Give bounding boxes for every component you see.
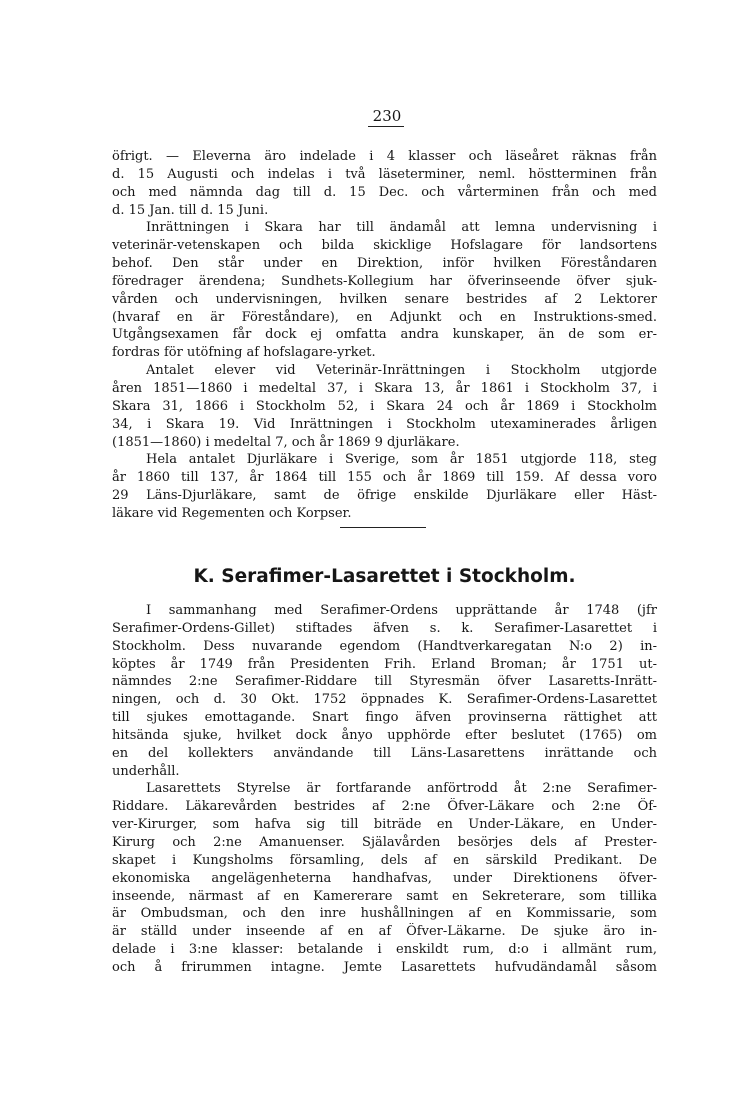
text-line: Skara 31, 1866 i Stockholm 52, i Skara 24 och år 1869 i Stockholm xyxy=(112,398,657,414)
text-line: och med nämnda dag till d. 15 Dec. och vårterminen från och med xyxy=(112,184,657,200)
text-line: Antalet elever vid Veterinär-Inrättningen i Stockholm utgjorde xyxy=(146,363,657,379)
text-line: Lasarettets Styrelse är fortfarande anförtrodd åt 2:ne Serafimer- xyxy=(146,781,657,797)
text-line: är ställd under inseende af en af Öfver-Läkarne. De sjuke äro in- xyxy=(112,924,657,940)
text-line: inseende, närmast af en Kamererare samt en Sekreterare, som tillika xyxy=(112,888,657,904)
text-line: d. 15 Jan. till d. 15 Juni. xyxy=(112,202,269,218)
text-line: köptes år 1749 från Presidenten Frih. Erland Broman; år 1751 ut- xyxy=(112,656,657,672)
text-block-bottom xyxy=(112,602,657,977)
text-line: Utgångsexamen får dock ej omfatta andra kunskaper, än de som er- xyxy=(112,327,657,343)
text-line: föredrager ärendena; Sundhets-Kollegium har öfverinseende öfver sjuk- xyxy=(112,273,657,289)
text-line: läkare vid Regementen och Korpser. xyxy=(112,505,352,521)
text-line: nämndes 2:ne Serafimer-Riddare till Styresmän öfver Lasaretts-Inrätt- xyxy=(112,674,657,690)
text-line: underhåll. xyxy=(112,763,180,779)
text-line: skapet i Kungsholms församling, dels af en särskild Predikant. De xyxy=(112,852,657,868)
text-block-top xyxy=(112,148,657,523)
text-line: d. 15 Augusti och indelas i två läseterminer, neml. höstterminen från xyxy=(112,166,657,182)
text-line: Serafimer-Ordens-Gillet) stiftades äfven s. k. Serafimer-Lasarettet i xyxy=(112,620,657,636)
text-line: Hela antalet Djurläkare i Sverige, som år 1851 utgjorde 118, steg xyxy=(146,452,657,468)
text-line: Stockholm. Dess nuvarande egendom (Handtverkaregatan N:o 2) in- xyxy=(112,638,657,654)
text-line: 29 Läns-Djurläkare, samt de öfrige enskilde Djurläkare eller Häst- xyxy=(112,488,657,504)
text-line: ver-Kirurger, som hafva sig till biträde en Under-Läkare, en Under- xyxy=(112,817,657,833)
text-line: åren 1851—1860 i medeltal 37, i Skara 13, år 1861 i Stockholm 37, i xyxy=(112,380,657,396)
text-line: öfrigt. — Eleverna äro indelade i 4 klasser och läseåret räknas från xyxy=(112,149,657,164)
text-line: är Ombudsman, och den inre hushållningen af en Kommissarie, som xyxy=(112,906,657,922)
text-line: delade i 3:ne klasser: betalande i enskildt rum, d:o i allmänt rum, xyxy=(112,942,657,958)
section-heading: K. Serafimer-Lasarettet i Stockholm. xyxy=(193,566,576,587)
text-line: 34, i Skara 19. Vid Inrättningen i Stockholm utexaminerades årligen xyxy=(112,416,657,432)
text-line: (hvaraf en är Föreståndare), en Adjunkt och en Instruktions-smed. xyxy=(112,309,657,325)
text-line: en del kollekters användande till Läns-Lasarettens inrättande och xyxy=(112,745,657,761)
text-line: ekonomiska angelägenheterna handhafvas, under Direktionens öfver- xyxy=(112,870,657,886)
text-line: behof. Den står under en Direktion, inför hvilken Föreståndaren xyxy=(112,256,657,272)
text-line: fordras för utöfning af hofslagare-yrket. xyxy=(112,345,376,361)
text-line: (1851—1860) i medeltal 7, och år 1869 9 djurläkare. xyxy=(112,434,460,450)
text-line: veterinär-vetenskapen och bilda skicklige Hofslagare för landsortens xyxy=(112,238,657,254)
page-number-rule xyxy=(368,126,404,127)
page-number: 230 xyxy=(372,107,402,125)
text-line: till sjukes emottagande. Snart fingo äfven provinserna rättighet att xyxy=(112,710,657,726)
text-line: Riddare. Läkarevården bestrides af 2:ne Öfver-Läkare och 2:ne Öf- xyxy=(112,799,657,815)
text-line: vården och undervisningen, hvilken senare bestrides af 2 Lektorer xyxy=(112,291,657,307)
text-line: Kirurg och 2:ne Amanuenser. Själavården besörjes dels af Prester- xyxy=(112,834,657,850)
text-line: ningen, och d. 30 Okt. 1752 öppnades K. Serafimer-Ordens-Lasarettet xyxy=(112,692,657,708)
text-line: hitsända sjuke, hvilket dock ånyo upphörde efter beslutet (1765) om xyxy=(112,727,657,743)
text-line: Inrättningen i Skara har till ändamål att lemna undervisning i xyxy=(146,220,657,236)
text-line: och å frirummen intagne. Jemte Lasarettets hufvudändamål såsom xyxy=(112,959,657,975)
section-divider xyxy=(340,527,426,528)
text-line: år 1860 till 137, år 1864 till 155 och år 1869 till 159. Af dessa voro xyxy=(112,470,657,486)
text-line: I sammanhang med Serafimer-Ordens upprättande år 1748 (jfr xyxy=(146,603,657,618)
